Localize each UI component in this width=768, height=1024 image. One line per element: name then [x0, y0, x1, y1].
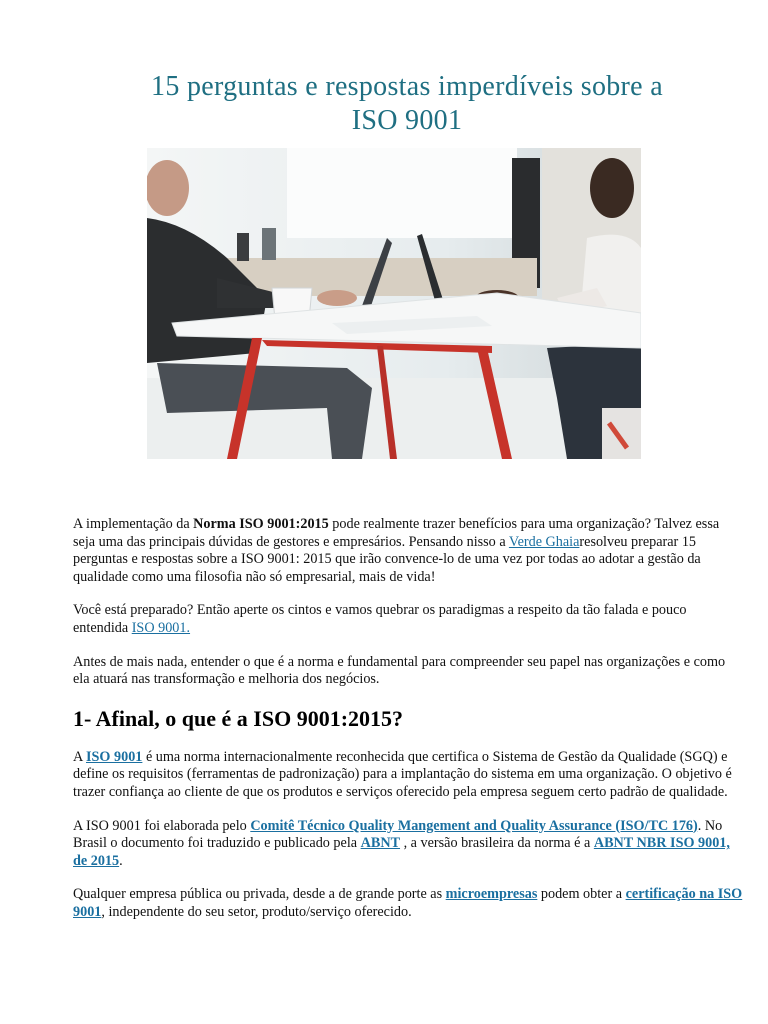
- text: resolveu preparar 15 perguntas e respostas sobre a ISO 9001: 2015 que irão convence-lo de uma vez por todas ao adotar a gestão da qualidade como uma filosofia não só empresarial, mais de vida!: [73, 533, 701, 585]
- text: Qualquer empresa pública ou privada, desde a de grande porte as: [73, 886, 446, 903]
- paragraph-companies: [73, 886, 743, 921]
- link-abnt[interactable]: ABNT: [360, 835, 401, 852]
- text: A ISO 9001 foi elaborada pelo: [73, 817, 251, 834]
- office-meeting-photo: [147, 148, 641, 459]
- paragraph-prepared: [73, 602, 743, 637]
- title-line-1: 15 perguntas e respostas imperdíveis sobre a: [151, 71, 663, 102]
- link-abnt-nbr[interactable]: ABNT NBR ISO 9001, de 2015: [73, 835, 730, 869]
- section-heading-1: 1- Afinal, o que é a ISO 9001:2015?: [73, 705, 404, 731]
- text: A implementação da: [73, 516, 194, 532]
- link-comite-tecnico[interactable]: Comitê Técnico Quality Mangement and Quality Assurance (ISO/TC 176): [250, 817, 698, 834]
- paragraph-intro: [73, 516, 743, 586]
- text: A: [73, 748, 87, 765]
- article-body: [73, 516, 743, 938]
- paragraph-before: Antes de mais nada, entender o que é a norma e fundamental para compreender seu papel nas organizações e como ela atuará nas transformação e melhoria dos negócios.: [73, 653, 726, 688]
- text: pode realmente trazer benefícios para uma organização? Talvez essa seja uma das principais dúvidas de gestores e empresários. Pensando nisso a: [73, 516, 720, 550]
- text: . No Brasil o documento foi traduzido e publicado pela: [73, 817, 723, 852]
- text: podem obter a: [537, 886, 626, 903]
- link-certificacao[interactable]: certificação na ISO 9001: [73, 886, 743, 920]
- title-line-2: ISO 9001: [351, 105, 463, 136]
- photo-illustration: [147, 148, 641, 459]
- document-title: [60, 70, 754, 138]
- link-verde-ghaia[interactable]: Verde Ghaia: [508, 533, 580, 550]
- paragraph-elaboration: [73, 818, 743, 871]
- paragraph-definition: [73, 749, 743, 802]
- text: .: [119, 852, 123, 869]
- text: é uma norma internacionalmente reconhecida que certifica o Sistema de Gestão da Qualidade (SGQ) e define os requisitos (ferramentas de padronização) para a implantação do sistema em uma organização. O objetivo é trazer confiança ao cliente de que os produtos e serviços oferecido pela empresa seguem certo padrão de qualidade.: [73, 748, 732, 800]
- bold-norma: Norma ISO 9001:2015: [193, 516, 329, 532]
- link-iso-9001[interactable]: ISO 9001.: [131, 619, 191, 636]
- link-microempresas[interactable]: microempresas: [445, 886, 538, 903]
- text: Você está preparado? Então aperte os cintos e vamos quebrar os paradigmas a respeito da tão falada e pouco entendida: [73, 602, 687, 636]
- text: , a versão brasileira da norma é a: [400, 835, 594, 852]
- text: , independente do seu setor, produto/serviço oferecido.: [101, 903, 412, 920]
- link-iso-9001-bold[interactable]: ISO 9001: [86, 748, 143, 765]
